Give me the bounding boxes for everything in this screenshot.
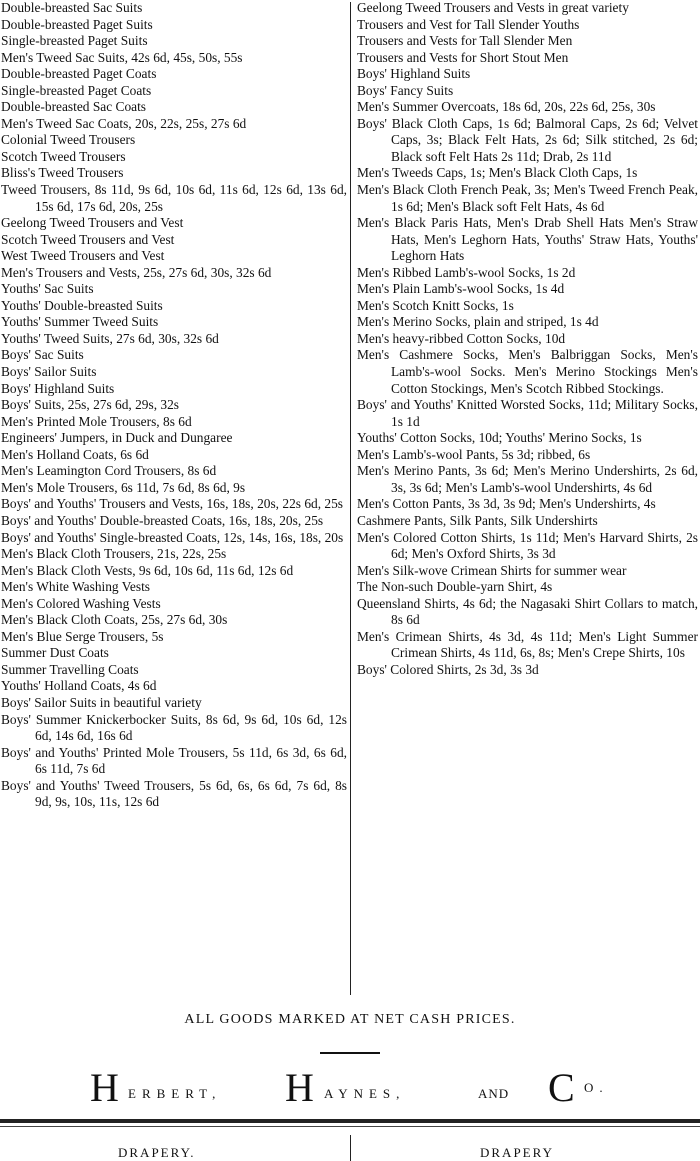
list-item: Men's heavy-ribbed Cotton Socks, 10d (357, 330, 566, 346)
list-item: Boys' Black Cloth Caps, 1s 6d; Balmoral Caps, 2s 6d; Velvet Caps, 3s; Black Felt Hats, 2s 6d; Silk stitched, 2s 6d; Black soft Felt Hats 2s 11d; Drab, 2s 11d (357, 115, 698, 164)
list-item: West Tweed Trousers and Vest (1, 248, 165, 264)
list-item: Youths' Sac Suits (1, 281, 94, 297)
list-item: Trousers and Vests for Short Stout Men (357, 49, 569, 65)
list-item: Men's Plain Lamb's-wool Socks, 1s 4d (357, 281, 565, 297)
list-item: Men's Black Paris Hats, Men's Drab Shell Hats Men's Straw Hats, Men's Leghorn Hats, Youths' Straw Hats, Youths' Leghorn Hats (357, 215, 698, 264)
list-item: Boys' Sailor Suits (1, 364, 97, 380)
thick-rule (0, 1119, 700, 1123)
list-item: Colonial Tweed Trousers (1, 132, 136, 148)
list-item: Summer Travelling Coats (1, 661, 139, 677)
list-item: Men's Crimean Shirts, 4s 3d, 4s 11d; Men's Light Summer Crimean Shirts, 4s 11d, 6s, 8s; Men's Crepe Shirts, 10s (357, 628, 698, 661)
list-item: Men's Silk-wove Crimean Shirts for summer wear (357, 562, 627, 578)
list-item: Trousers and Vests for Tall Slender Men (357, 33, 573, 49)
list-item: Boys' and Youths' Printed Mole Trousers, 5s 11d, 6s 3d, 6s 6d, 6s 11d, 7s 6d (1, 744, 347, 777)
dept-label-right: DRAPERY (480, 1145, 554, 1160)
list-item: Youths' Cotton Socks, 10d; Youths' Merino Socks, 1s (357, 430, 642, 446)
thin-rule (0, 1126, 700, 1127)
list-item: Men's Merino Socks, plain and striped, 1s 4d (357, 314, 599, 330)
list-item: Summer Dust Coats (1, 645, 109, 661)
list-item: Youths' Double-breasted Suits (1, 297, 163, 313)
firm-word-herbert: ERBERT, (128, 1086, 222, 1101)
list-item: Boys' Sailor Suits in beautiful variety (1, 694, 202, 710)
left-column-list (1, 0, 347, 811)
right-column-list (357, 0, 698, 678)
list-item: Men's Colored Cotton Shirts, 1s 11d; Men's Harvard Shirts, 2s 6d; Men's Oxford Shirts, 3s 3d (357, 529, 698, 562)
list-item: Boys' and Youths' Double-breasted Coats, 16s, 18s, 20s, 25s (1, 512, 324, 528)
dept-label-left: DRAPERY. (118, 1145, 196, 1160)
list-item: Cashmere Pants, Silk Pants, Silk Undershirts (357, 512, 598, 528)
firm-word-and: AND (478, 1086, 510, 1101)
list-item: Queensland Shirts, 4s 6d; the Nagasaki Shirt Collars to match, 8s 6d (357, 595, 698, 628)
list-item: Men's Blue Serge Trousers, 5s (1, 628, 164, 644)
list-item: Double-breasted Sac Suits (1, 0, 143, 15)
list-item: Boys' Colored Shirts, 2s 3d, 3s 3d (357, 661, 539, 677)
list-item: Boys' Summer Knickerbocker Suits, 8s 6d, 9s 6d, 10s 6d, 12s 6d, 14s 6d, 16s 6d (1, 711, 347, 744)
firm-initial-h2: H (285, 1065, 314, 1110)
dept-divider (350, 1135, 351, 1161)
list-item: Men's Mole Trousers, 6s 11d, 7s 6d, 8s 6d, 9s (1, 479, 246, 495)
list-item: Boys' Highland Suits (1, 380, 115, 396)
list-item: Men's Holland Coats, 6s 6d (1, 446, 149, 462)
firm-word-haynes: AYNES, (324, 1086, 406, 1101)
list-item: Men's Colored Washing Vests (1, 595, 161, 611)
list-item: Men's Printed Mole Trousers, 8s 6d (1, 413, 192, 429)
list-item: Boys' and Youths' Single-breasted Coats, 12s, 14s, 16s, 18s, 20s (1, 529, 344, 545)
short-rule (320, 1052, 380, 1054)
list-item: Boys' Fancy Suits (357, 82, 454, 98)
list-item: Single-breasted Paget Coats (1, 82, 152, 98)
list-item: Men's Tweed Sac Coats, 20s, 22s, 25s, 27s 6d (1, 115, 247, 131)
list-item: Double-breasted Paget Suits (1, 16, 153, 32)
list-item: Men's Cashmere Socks, Men's Balbriggan Socks, Men's Lamb's-wool Socks. Men's Merino Stockings Men's Cotton Stockings, Men's Scotch Ribbed Stockings. (357, 347, 698, 396)
list-item: Boys' and Youths' Trousers and Vests, 16s, 18s, 20s, 22s 6d, 25s (1, 496, 344, 512)
list-item: Single-breasted Paget Suits (1, 33, 148, 49)
list-item: Engineers' Jumpers, in Duck and Dungaree (1, 430, 233, 446)
list-item: Tweed Trousers, 8s 11d, 9s 6d, 10s 6d, 11s 6d, 12s 6d, 13s 6d, 15s 6d, 17s 6d, 20s, 25s (1, 182, 347, 214)
list-item: Boys' and Youths' Tweed Trousers, 5s 6d, 6s, 6s 6d, 7s 6d, 8s 9d, 9s, 10s, 11s, 12s 6d (1, 777, 347, 810)
list-item: Men's Merino Pants, 3s 6d; Men's Merino Undershirts, 2s 6d, 3s, 3s 6d; Men's Lamb's-wool Undershirts, 4s 6d (357, 463, 698, 495)
list-item: Men's White Washing Vests (1, 579, 151, 595)
list-item: Boys' Suits, 25s, 27s 6d, 29s, 32s (1, 397, 180, 413)
firm-word-co: O. (584, 1080, 609, 1095)
list-item: Geelong Tweed Trousers and Vests in great variety (357, 0, 629, 15)
list-item: Men's Black Cloth Trousers, 21s, 22s, 25s (1, 546, 227, 562)
list-item: Men's Tweeds Caps, 1s; Men's Black Cloth Caps, 1s (357, 165, 638, 181)
cash-prices-note: ALL GOODS MARKED AT NET CASH PRICES. (184, 1012, 516, 1027)
list-item: Boys' and Youths' Knitted Worsted Socks, 11d; Military Socks, 1s 1d (357, 397, 698, 429)
list-item: Men's Ribbed Lamb's-wool Socks, 1s 2d (357, 264, 576, 280)
list-item: Boys' Highland Suits (357, 66, 471, 82)
list-item: Double-breasted Sac Coats (1, 99, 147, 115)
firm-initial-h1: H (90, 1065, 119, 1110)
list-item: Men's Scotch Knitt Socks, 1s (357, 297, 514, 313)
list-item: Scotch Tweed Trousers and Vest (1, 231, 175, 247)
list-item: Men's Black Cloth French Peak, 3s; Men's Tweed French Peak, 1s 6d; Men's Black soft Felt Hats, 4s 6d (357, 182, 698, 214)
firm-initial-c: C (548, 1065, 575, 1110)
list-item: Geelong Tweed Trousers and Vest (1, 215, 184, 231)
list-item: Bliss's Tweed Trousers (1, 165, 124, 181)
list-item: Men's Trousers and Vests, 25s, 27s 6d, 30s, 32s 6d (1, 264, 272, 280)
list-item: Men's Lamb's-wool Pants, 5s 3d; ribbed, 6s (357, 446, 591, 462)
list-item: Men's Black Cloth Coats, 25s, 27s 6d, 30s (1, 612, 228, 628)
column-divider (350, 2, 351, 995)
list-item: Youths' Tweed Suits, 27s 6d, 30s, 32s 6d (1, 330, 219, 346)
list-item: Men's Cotton Pants, 3s 3d, 3s 9d; Men's Undershirts, 4s (357, 496, 656, 512)
list-item: The Non-such Double-yarn Shirt, 4s (357, 579, 553, 595)
list-item: Double-breasted Paget Coats (1, 66, 157, 82)
list-item: Youths' Summer Tweed Suits (1, 314, 159, 330)
list-item: Men's Summer Overcoats, 18s 6d, 20s, 22s 6d, 25s, 30s (357, 99, 656, 115)
list-item: Men's Black Cloth Vests, 9s 6d, 10s 6d, 11s 6d, 12s 6d (1, 562, 294, 578)
list-item: Men's Tweed Sac Suits, 42s 6d, 45s, 50s, 55s (1, 49, 243, 65)
list-item: Trousers and Vest for Tall Slender Youths (357, 16, 580, 32)
list-item: Scotch Tweed Trousers (1, 148, 126, 164)
firm-name (0, 1065, 700, 1110)
list-item: Boys' Sac Suits (1, 347, 84, 363)
list-item: Youths' Holland Coats, 4s 6d (1, 678, 157, 694)
list-item: Men's Leamington Cord Trousers, 8s 6d (1, 463, 217, 479)
